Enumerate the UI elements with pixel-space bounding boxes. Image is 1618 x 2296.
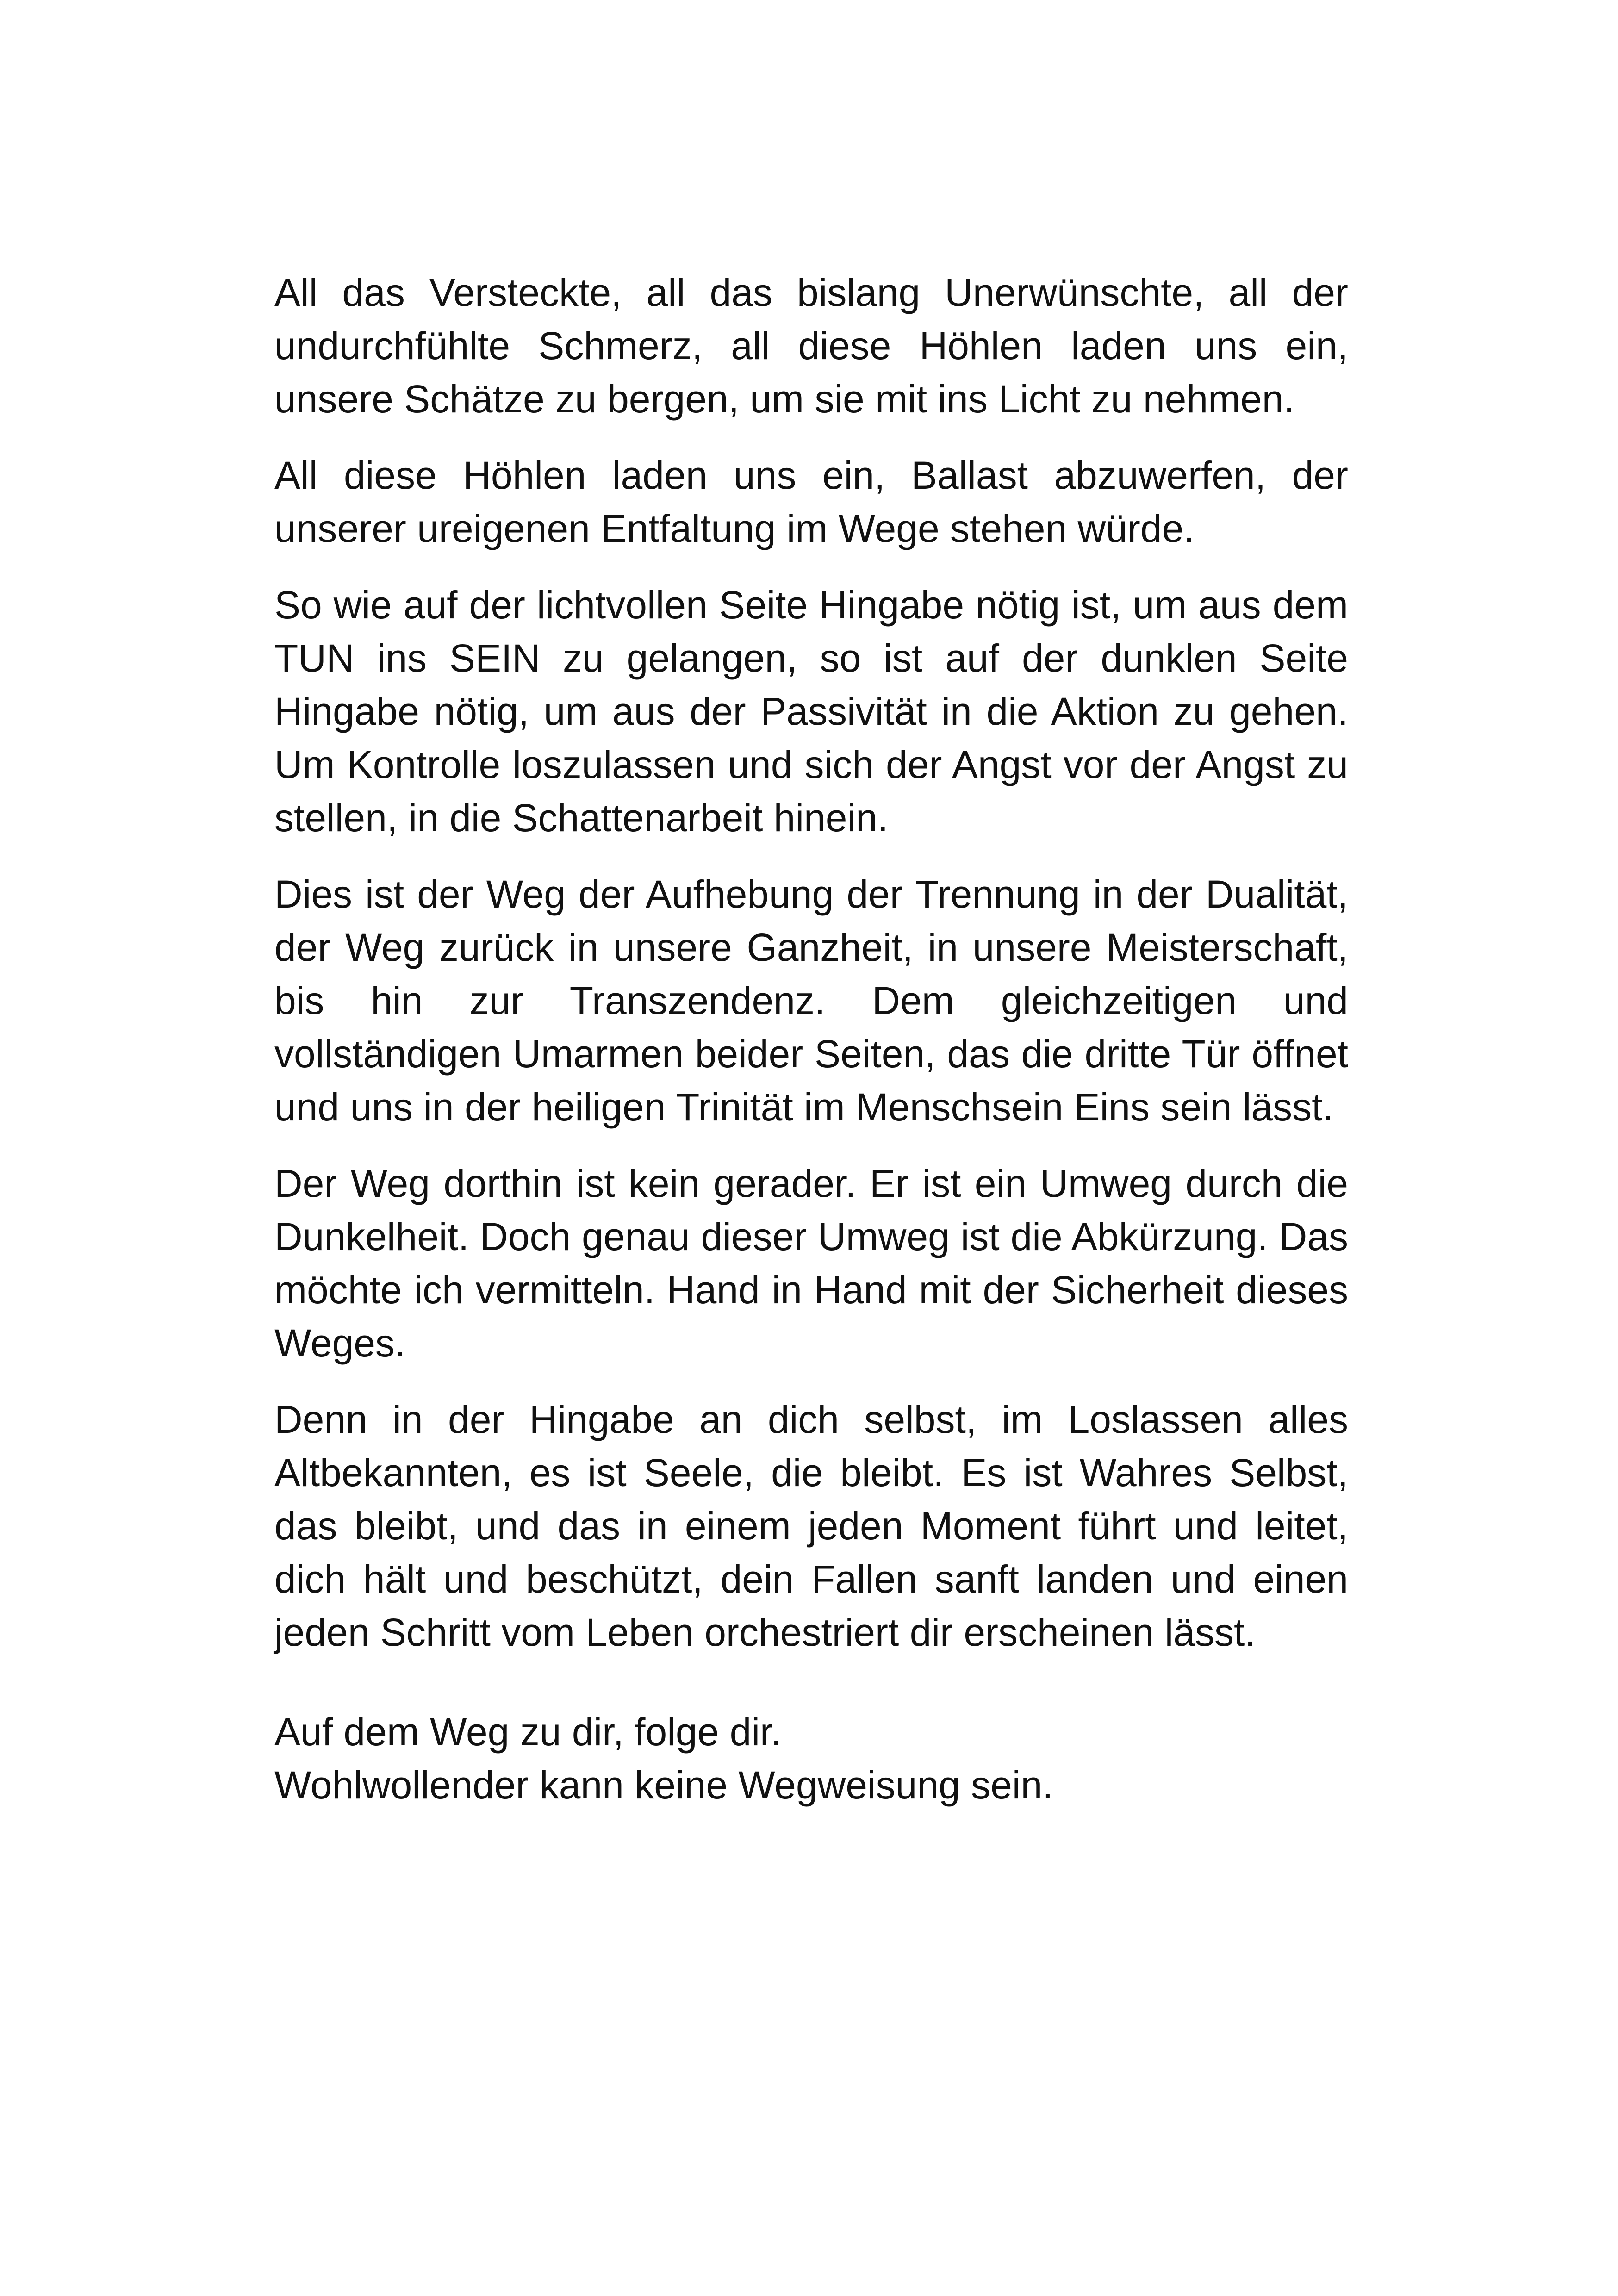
closing-line-1: Auf dem Weg zu dir, folge dir. — [274, 1710, 782, 1754]
paragraph-3: So wie auf der lichtvollen Seite Hingabe nötig ist, um aus dem TUN ins SEIN zu gelangen, so ist auf der dunklen Seite Hingabe nötig, um aus der Passivität in die Aktion zu gehen. Um Kontrolle loszulassen und sich der Angst vor der Angst zu stellen, in die Schattenarbeit hinein. — [274, 583, 1348, 840]
paragraph-5: Der Weg dorthin ist kein gerader. Er ist ein Umweg durch die Dunkelheit. Doch genau dieser Umweg ist die Abkürzung. Das möchte ich vermitteln. Hand in Hand mit der Sicherheit dieses Weges. — [274, 1162, 1348, 1365]
closing-line-2: Wohlwollender kann keine Wegweisung sein. — [274, 1763, 1053, 1807]
closing-lines — [274, 1705, 1348, 1812]
document-body — [274, 266, 1348, 1812]
paragraph-4: Dies ist der Weg der Aufhebung der Trennung in der Dualität, der Weg zurück in unsere Ganzheit, in unsere Meisterschaft, bis hin zur Transzendenz. Dem gleichzeitigen und vollständigen Umarmen beider Seiten, das die dritte Tür öffnet und uns in der heiligen Trinität im Menschsein Eins sein lässt. — [274, 872, 1348, 1129]
paragraph-6: Denn in der Hingabe an dich selbst, im Loslassen alles Altbekannten, es ist Seele, die bleibt. Es ist Wahres Selbst, das bleibt, und das in einem jeden Moment führt und leitet, dich hält und beschützt, dein Fallen sanft landen und einen jeden Schritt vom Leben orchestriert dir erscheinen lässt. — [274, 1398, 1348, 1654]
paragraph-2: All diese Höhlen laden uns ein, Ballast abzuwerfen, der unserer ureigenen Entfaltung im Wege stehen würde. — [274, 454, 1348, 550]
paragraph-1: All das Versteckte, all das bislang Unerwünschte, all der undurchfühlte Schmerz, all diese Höhlen laden uns ein, unsere Schätze zu bergen, um sie mit ins Licht zu nehmen. — [274, 271, 1348, 421]
